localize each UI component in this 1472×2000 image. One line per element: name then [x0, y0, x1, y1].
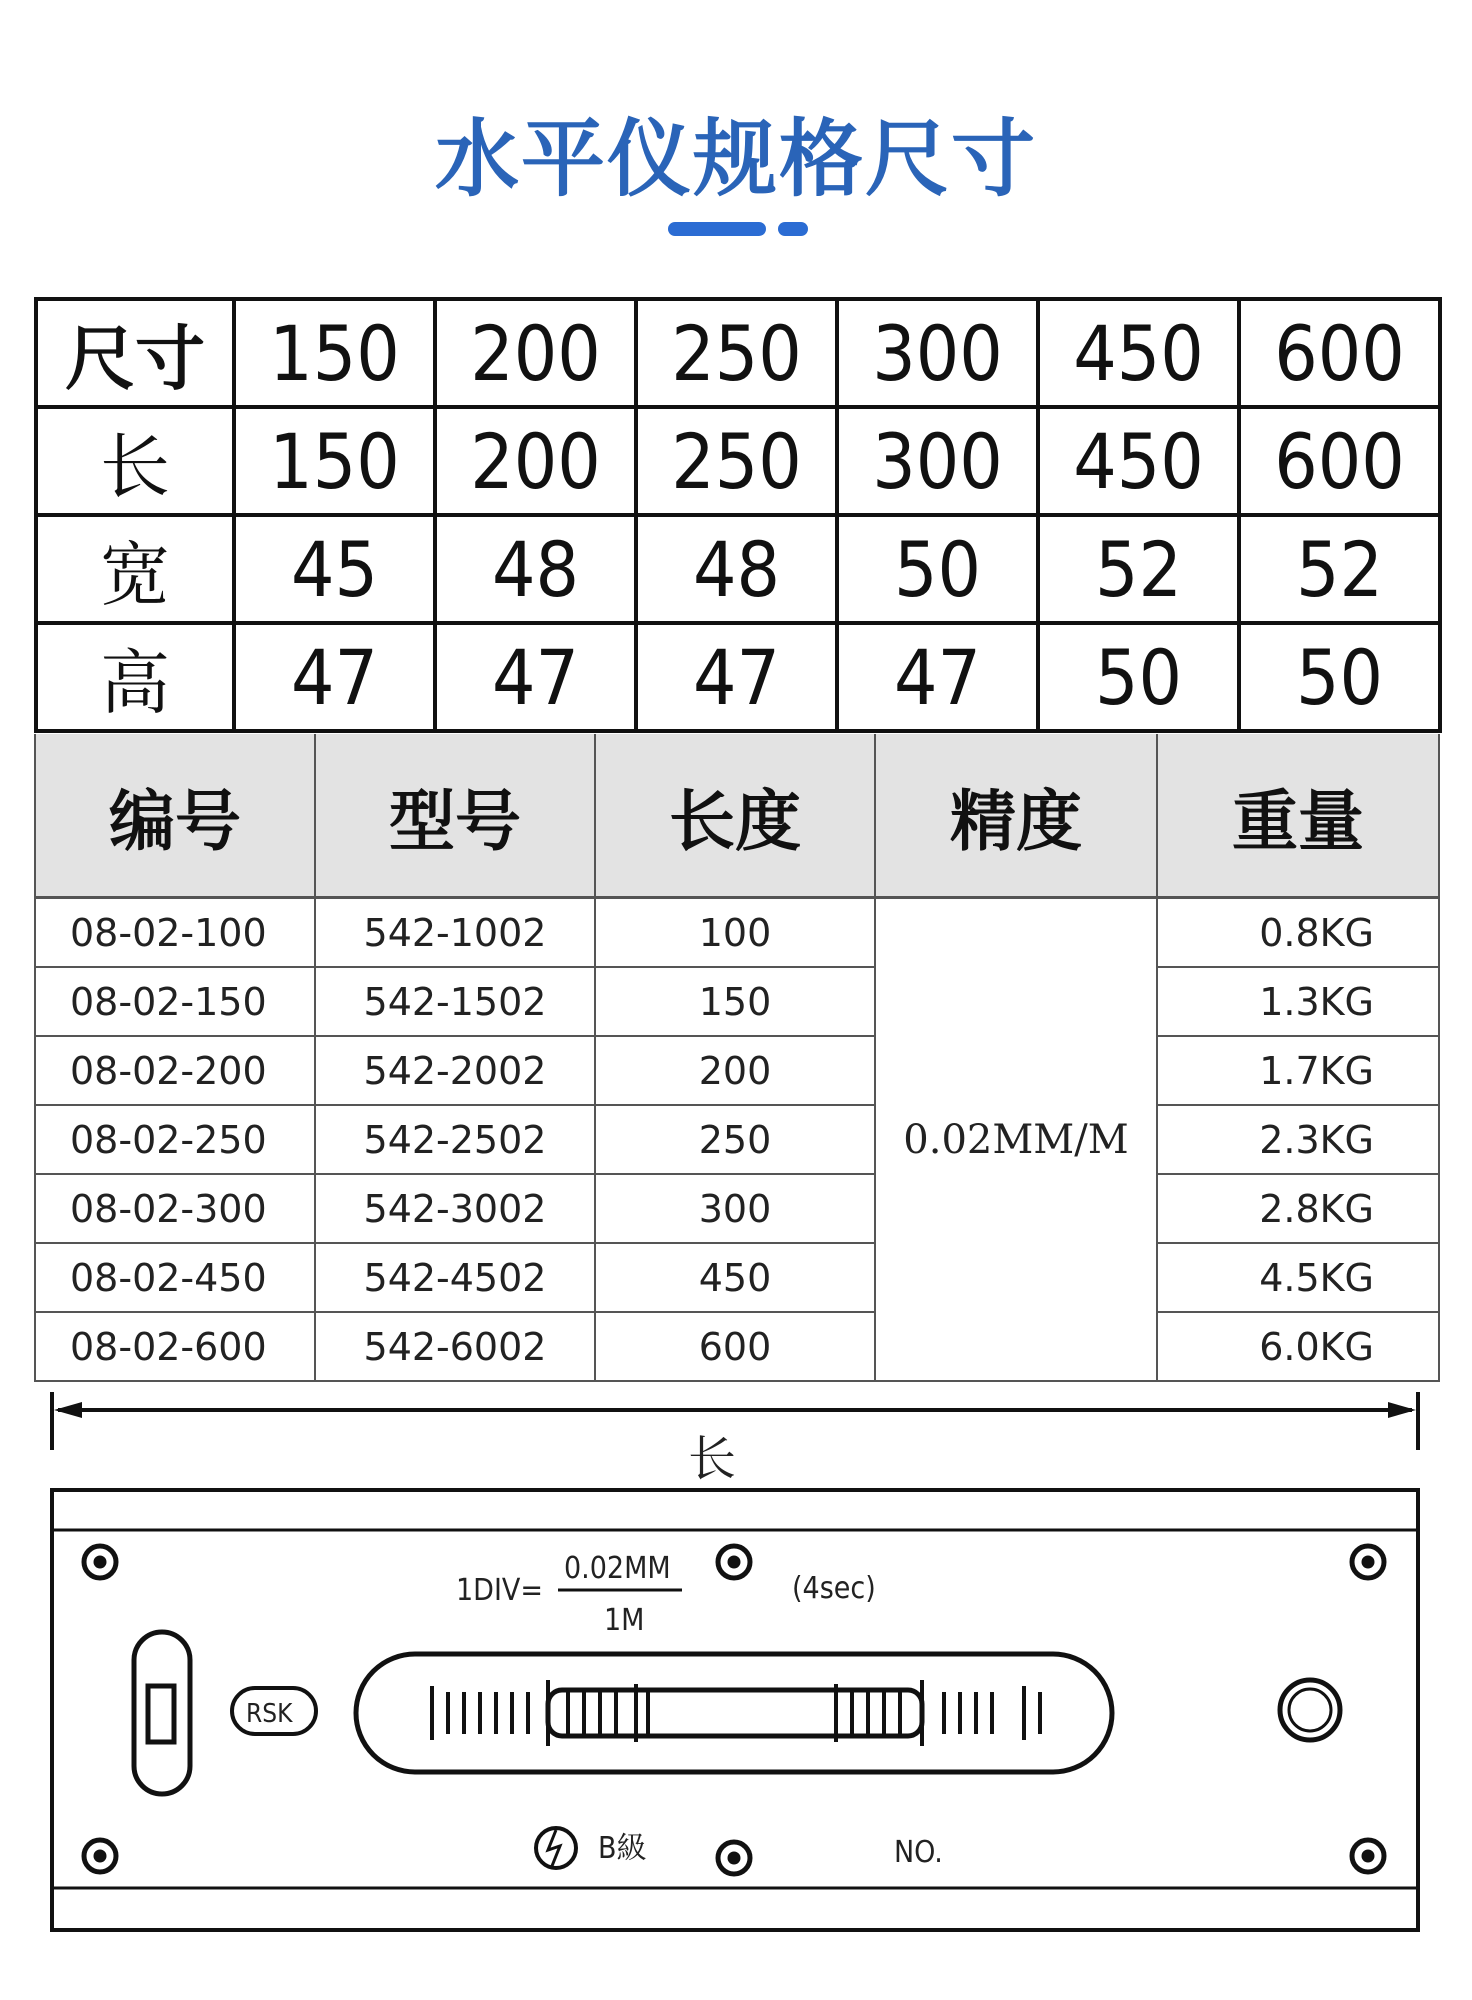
size-cell: 450 [1038, 407, 1239, 515]
spec-table-body [35, 898, 1439, 1382]
code-cell: 08-02-150 [35, 967, 315, 1036]
size-table [34, 297, 1442, 733]
brand-text: RSK [246, 1699, 293, 1729]
size-cell: 200 [435, 407, 636, 515]
page-title: 水平仪规格尺寸 [434, 110, 1037, 208]
weight-cell: 0.8KG [1157, 898, 1439, 968]
size-header-cell: 200 [435, 299, 636, 407]
model-cell: 542-4502 [315, 1243, 595, 1312]
size-cell: 48 [435, 515, 636, 623]
model-cell: 542-2502 [315, 1105, 595, 1174]
size-table-row-height [36, 623, 1440, 731]
length-cell: 150 [595, 967, 875, 1036]
weight-cell: 2.3KG [1157, 1105, 1439, 1174]
size-cell: 45 [234, 515, 435, 623]
size-cell: 50 [1038, 623, 1239, 731]
size-cell: 250 [636, 407, 837, 515]
size-cell: 48 [636, 515, 837, 623]
model-cell: 542-6002 [315, 1312, 595, 1381]
header-model: 型号 [315, 734, 595, 898]
row-label-length: 长 [36, 407, 234, 515]
size-header-cell: 150 [234, 299, 435, 407]
model-cell: 542-3002 [315, 1174, 595, 1243]
size-cell: 150 [234, 407, 435, 515]
row-label-width: 宽 [36, 515, 234, 623]
code-cell: 08-02-300 [35, 1174, 315, 1243]
length-cell: 600 [595, 1312, 875, 1381]
spec-table [34, 734, 1440, 1382]
size-cell: 47 [435, 623, 636, 731]
div-numerator-text: 0.02MM [564, 1551, 671, 1586]
div-prefix-text: 1DIV= [456, 1573, 543, 1608]
main-vial [356, 1654, 1112, 1772]
table-row [35, 1174, 1439, 1243]
size-header-cell: 600 [1239, 299, 1440, 407]
header-weight: 重量 [1157, 734, 1439, 898]
header-length: 长度 [595, 734, 875, 898]
size-header-cell: 450 [1038, 299, 1239, 407]
header-precision: 精度 [875, 734, 1157, 898]
table-row [35, 1036, 1439, 1105]
grade-text: B級 [598, 1831, 647, 1866]
dimension-length-label: 长 [688, 1431, 737, 1487]
size-cell: 50 [1239, 623, 1440, 731]
size-cell: 50 [837, 515, 1038, 623]
table-row [35, 1243, 1439, 1312]
size-cell: 52 [1239, 515, 1440, 623]
grade-icon [536, 1828, 576, 1868]
size-cell: 47 [234, 623, 435, 731]
div-denominator-text: 1M [604, 1603, 645, 1638]
size-table-row-length [36, 407, 1440, 515]
size-table-row-width [36, 515, 1440, 623]
code-cell: 08-02-250 [35, 1105, 315, 1174]
serial-no-label: NO. [894, 1835, 943, 1870]
table-row [35, 1105, 1439, 1174]
code-cell: 08-02-100 [35, 898, 315, 968]
length-cell: 200 [595, 1036, 875, 1105]
length-cell: 300 [595, 1174, 875, 1243]
row-label-height: 高 [36, 623, 234, 731]
size-cell: 52 [1038, 515, 1239, 623]
length-cell: 100 [595, 898, 875, 968]
underline-bar-short [778, 222, 808, 236]
length-cell: 250 [595, 1105, 875, 1174]
precision-cell: 0.02MM/M [875, 898, 1157, 1382]
size-cell: 47 [636, 623, 837, 731]
cross-vial [134, 1632, 190, 1794]
code-cell: 08-02-600 [35, 1312, 315, 1381]
spec-table-header-row [35, 734, 1439, 898]
weight-cell: 2.8KG [1157, 1174, 1439, 1243]
weight-cell: 1.3KG [1157, 967, 1439, 1036]
model-cell: 542-2002 [315, 1036, 595, 1105]
division-formula [456, 1551, 876, 1638]
size-header-cell: 250 [636, 299, 837, 407]
header-code: 编号 [35, 734, 315, 898]
model-cell: 542-1002 [315, 898, 595, 968]
size-header-cell: 300 [837, 299, 1038, 407]
code-cell: 08-02-450 [35, 1243, 315, 1312]
size-cell: 300 [837, 407, 1038, 515]
table-row [35, 967, 1439, 1036]
weight-cell: 6.0KG [1157, 1312, 1439, 1381]
table-row [35, 898, 1439, 968]
size-cell: 600 [1239, 407, 1440, 515]
size-cell: 47 [837, 623, 1038, 731]
size-table-header-row [36, 299, 1440, 407]
size-header-label: 尺寸 [36, 299, 234, 407]
sec-label-text: (4sec) [792, 1571, 876, 1606]
model-cell: 542-1502 [315, 967, 595, 1036]
underline-bar-long [668, 222, 766, 236]
weight-cell: 4.5KG [1157, 1243, 1439, 1312]
table-row [35, 1312, 1439, 1381]
weight-cell: 1.7KG [1157, 1036, 1439, 1105]
code-cell: 08-02-200 [35, 1036, 315, 1105]
length-cell: 450 [595, 1243, 875, 1312]
